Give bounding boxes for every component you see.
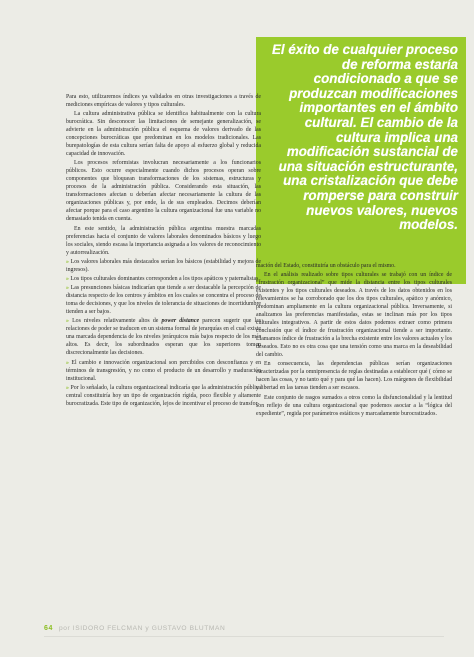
bullet-text: Los valores laborales más destacados serían los básicos (estabilidad y mejora de ingresos). [66,258,261,273]
emphasis-term: power distance [161,318,200,325]
bullet-item [66,275,261,283]
paragraph: Para esto, utilizaremos índices ya validados en otras investigaciones a través de mediciones empíricas de valores y tipos culturales. [66,94,261,108]
paragraph: La cultura administrativa pública se identifica habitualmente con la cultura burocrática. Sin desconocer las limitaciones de semejante generalización, se advierte en la administración pública el esquema de valores derivado de las concepciones burocráticas que predominan en los modelos tradicionales. Las burepatologías de esta cultura serían falta de apoyo al esfuerzo global y reducida capacidad de innovación. [66,111,261,158]
paragraph-text: parámetros estáticos y marcadamente burocratizados. [312,410,437,417]
pull-quote [256,37,466,284]
bullet-text: Los niveles relativamente altos de [72,318,162,325]
bullet-icon: » [66,318,69,325]
bullet-icon: » [66,384,69,391]
paragraph: En consecuencia, las dependencias públicas serían organizaciones caracterizadas por la omnipresencia de reglas destinadas a establecer qué ( cómo se hacen las cosas, y no tanto qué y para qué las hacen). Los márgenes de flexibilidad y libertad en las tareas tienden a ser escasos. [256,361,452,392]
bullet-item [66,384,261,408]
footer-divider [44,636,444,637]
paragraph: Los procesos reformistas involucran necesariamente a los funcionarios públicos. Esto ocurre especialmente cuando dichos procesos operan sobre componentes que bloquean transformaciones de los sistemas, estructuras y procesos de la administración pública. Considerando esta situación, las transformaciones afectan u deberían afectar necesariamente la cultura de las organizaciones públicas y, por ende, la de sus empleados. Decimos deberían afectar porque para el caso argentino la cultura organizacional fue una variable no demasiado tenida en cuenta. [66,160,261,223]
paragraph: En el análisis realizado sobre tipos culturales se trabajó con un índice de “frustración organizacional” que mide la distancia entre los tipos culturales existentes y los tipos culturales deseados. A través de los datos obtenidos en los relevamientos se ha corroborado que los dos tipos culturales, apático y anómico, predominan ampliamente en la cultura organizacional pública. Inversamente, si analizamos las preferencias manifestadas, estas se inclinan más por los tipos culturales integrativos. A partir de estos datos podemos extraer como primera conclusión que el índice de frustración organizacional tiende a ser importante. Llamamos índice de frustración a la brecha existente entre los valores actuales y los deseados. Esto no es otra cosa que una tensión como una marca en la deseabilidad del cambio. [256,272,452,359]
paragraph: En este sentido, la administración pública argentina muestra marcadas preferencias hacia el conjunto de valores laborales denominados básicos y luego los sociales, siendo escasa la importancia asignada a los valores de reconocimiento y autorrealización. [66,225,261,256]
bullet-text: El cambio e innovación organizacional son percibidos con desconfianza y en términos de transgresión, y no como el producto de un desarrollo y maduración institucional. [66,359,262,382]
page-number: 64 [44,624,53,632]
bullet-item [66,359,261,383]
footer-authors: por ISIDORO FELCMAN y GUSTAVO BLUTMAN [59,624,226,632]
bullet-icon: » [66,285,69,292]
paragraph [256,394,452,418]
left-column [66,93,261,409]
paragraph: mación del Estado, constituiría un obstáculo para el mismo. [256,263,396,269]
paragraph-text: Este conjunto de rasgos sumados a otros como la disfuncionalidad y la lentitud son reflejo de una cultura organizacional que podemos asociar a la “lógica del expediente”, regida por [256,394,452,417]
bullet-icon: » [66,359,69,366]
pull-quote-text: El éxito de cualquier proceso de reforma estaría condicionado a que se produzcan modificaciones importantes en el ámbito cultural. El cambio de la cultura implica una modificación sustancial de una situación estructurante, una cristalización que debe romperse para construir nuevos valores, nuevos modelos. [271,42,458,233]
bullet-item [66,317,261,357]
bullet-icon: » [66,275,69,282]
page-footer [44,620,444,636]
bullet-text: Por lo señalado, la cultura organizacional indicaría que la administración pública central constituiría hoy un tipo de organización rígida, poco flexible y altamente burocratizada. Este tipo de organización, lejos de incentivar el proceso de transfor- [66,384,262,407]
bullet-icon: » [66,258,69,265]
right-column [256,262,452,419]
bullet-text: parecen sugerir que las relaciones de poder se traducen en un sistema formal de jerarquías en el cual existe una marcada dependencia de los niveles jerárquicos más bajos respecto de los más altos. Es decir, los subordinados esperan que los superiores tomen discrecionalmente las decisiones. [66,318,261,357]
bullet-item [66,258,261,274]
bullet-text: Las presunciones básicas indicarían que tiende a ser destacable la percepción de distancia respecto de los centros y ámbitos en los cuales se concentra el proceso de toma de decisiones, y que los niveles de tolerancia de situaciones de incertidumbre tienden a ser bajos. [66,285,262,316]
bullet-item [66,284,261,316]
bullet-text: Los tipos culturales dominantes corresponden a los tipos apáticos y paternalistas. [70,275,260,282]
